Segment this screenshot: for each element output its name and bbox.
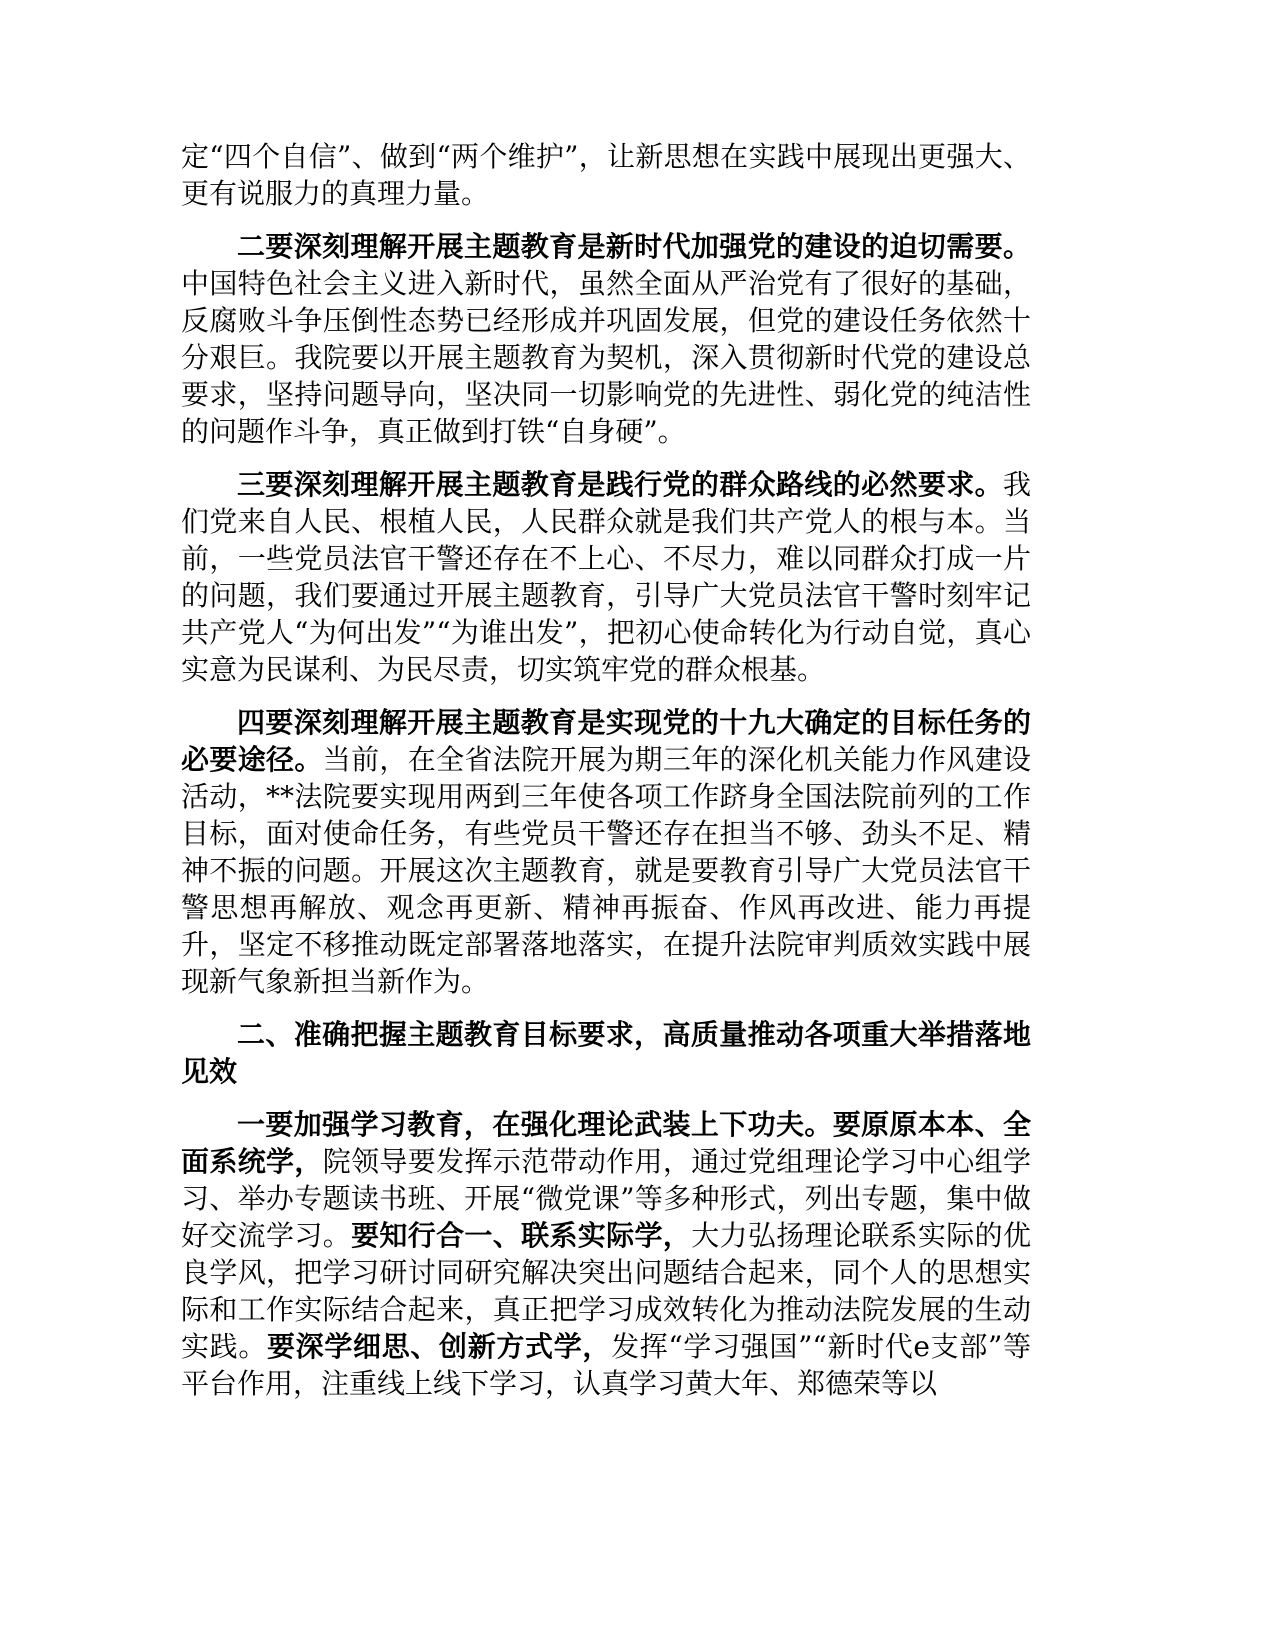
paragraph	[181, 1016, 1031, 1090]
body-text: 发挥“学习强国”“新时代e支部”等平台作用，注重线上线下学习，认真学习黄大年、郑德荣等以	[181, 1330, 1031, 1400]
bold-heading-text: 三要深刻理解开展主题教育是践行党的群众路线的必然要求。	[237, 468, 1003, 501]
body-text: 中国特色社会主义进入新时代，虽然全面从严治党有了很好的基础，反腐败斗争压倒性态势已经形成并巩固发展，但党的建设任务依然十分艰巨。我院要以开展主题教育为契机，深入贯彻新时代党的建设总要求，坚持问题导向，坚决同一切影响党的先进性、弱化党的纯洁性的问题作斗争，真正做到打铁“自身硬”。	[181, 267, 1031, 448]
bold-heading-text: 要知行合一、联系实际学，	[351, 1219, 692, 1252]
bold-heading-text: 二要深刻理解开展主题教育是新时代加强党的建设的迫切需要。	[237, 230, 1031, 263]
bold-heading-text: 二、准确把握主题教育目标要求，高质量推动各项重大举措落地见效	[181, 1018, 1031, 1088]
paragraph	[181, 228, 1031, 450]
paragraph	[181, 466, 1031, 688]
body-text: 当前，在全省法院开展为期三年的深化机关能力作风建设活动，**法院要实现用两到三年使各项工作跻身全国法院前列的工作目标，面对使命任务，有些党员干警还存在担当不够、劲头不足、精神不振的问题。开展这次主题教育，就是要教育引导广大党员法官干警思想再解放、观念再更新、精神再振奋、作风再改进、能力再提升，坚定不移推动既定部署落地落实，在提升法院审判质效实践中展现新气象新担当新作为。	[181, 743, 1031, 998]
bold-heading-text: 一要加强学习教育，在强化理论武装上下功夫。要原原本本、全面系统学，	[181, 1108, 1031, 1178]
bold-heading-text: 四要深刻理解开展主题教育是实现党的十九大确定的目标任务的必要途径。	[181, 706, 1031, 776]
body-text: 定“四个自信”、做到“两个维护”，让新思想在实践中展现出更强大、更有说服力的真理力量。	[181, 140, 1031, 210]
body-text: 大力弘扬理论联系实际的优良学风，把学习研讨同研究解决突出问题结合起来，同个人的思想实际和工作实际结合起来，真正把学习成效转化为推动法院发展的生动实践。	[181, 1219, 1031, 1363]
body-text: 我们党来自人民、根植人民，人民群众就是我们共产党人的根与本。当前，一些党员法官干警还存在不上心、不尽力，难以同群众打成一片的问题，我们要通过开展主题教育，引导广大党员法官干警时刻牢记共产党人“为何出发”“为谁出发”，把初心使命转化为行动自觉，真心实意为民谋利、为民尽责，切实筑牢党的群众根基。	[181, 468, 1031, 686]
document-body	[181, 138, 1031, 1402]
paragraph	[181, 1106, 1031, 1402]
body-text: 院领导要发挥示范带动作用，通过党组理论学习中心组学习、举办专题读书班、开展“微党课”等多种形式，列出专题，集中做好交流学习。	[181, 1145, 1031, 1252]
paragraph	[181, 138, 1031, 212]
paragraph	[181, 704, 1031, 1000]
bold-heading-text: 要深学细思、创新方式学，	[267, 1330, 612, 1363]
